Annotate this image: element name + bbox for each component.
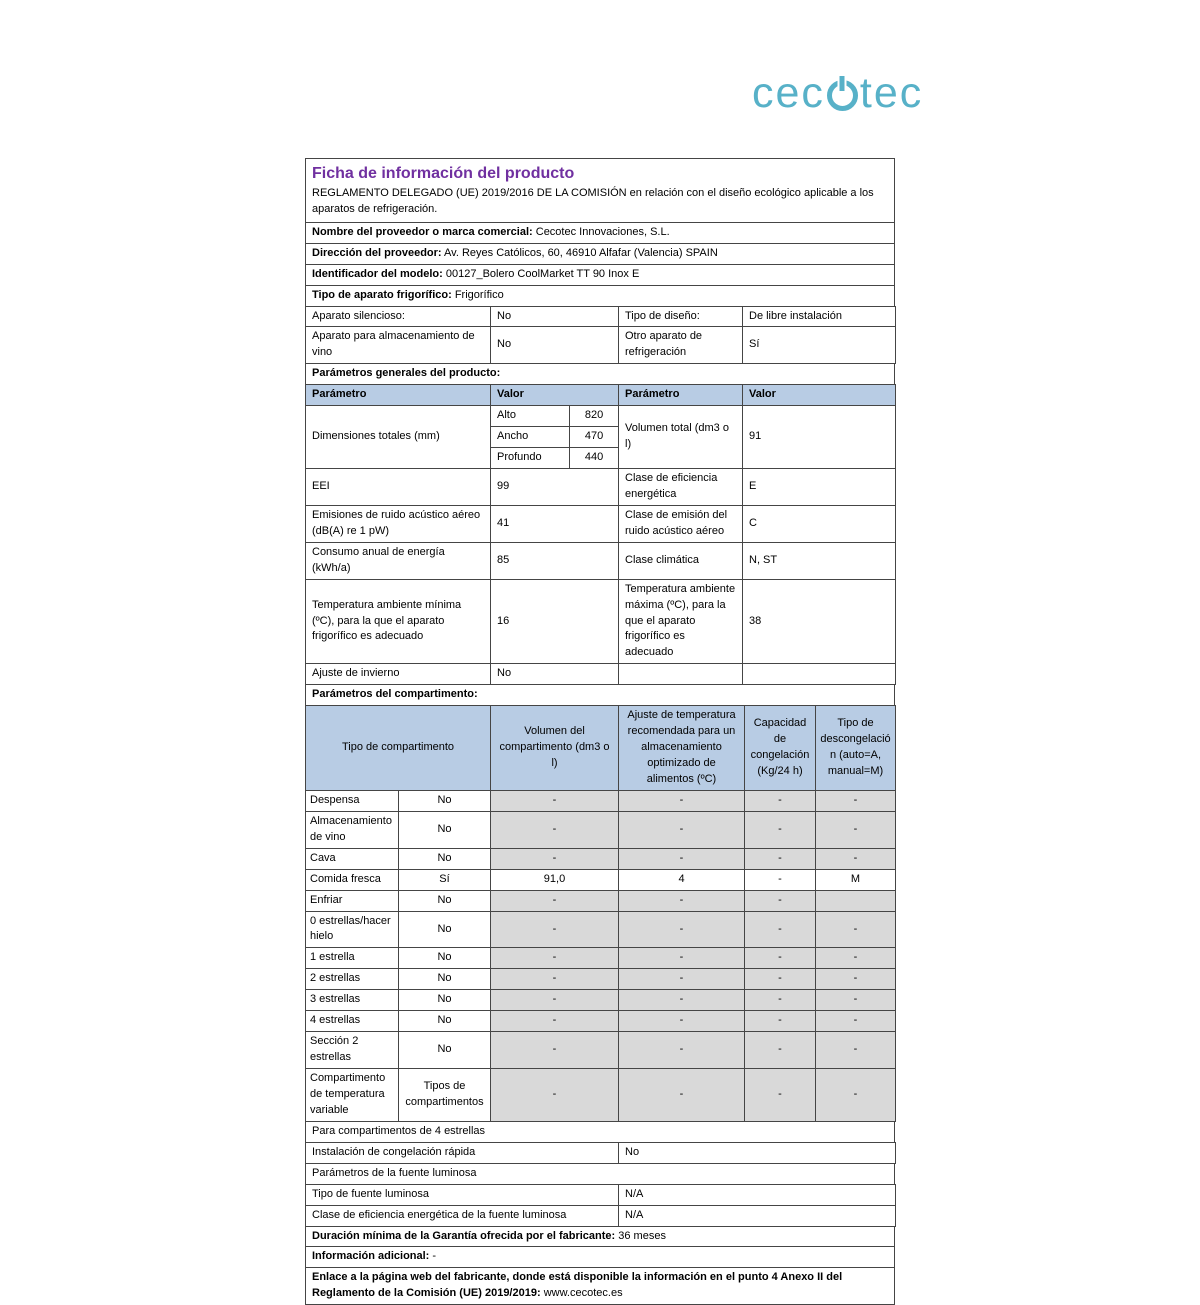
energy-consumption-row bbox=[306, 542, 896, 579]
general-header-param1: Parámetro bbox=[306, 385, 491, 406]
noise-value: 41 bbox=[491, 505, 619, 542]
supplier-label: Nombre del proveedor o marca comercial: bbox=[312, 225, 533, 238]
compartment-defrost: - bbox=[816, 990, 896, 1011]
compartment-capacity: - bbox=[745, 848, 816, 869]
page-title: Ficha de información del producto bbox=[312, 165, 575, 182]
wine-label: Aparato para almacenamiento de vino bbox=[306, 327, 491, 364]
climate-class-value: N, ST bbox=[743, 542, 896, 579]
compartment-row-2-estrellas bbox=[306, 969, 896, 990]
fast-freeze-label: Instalación de congelación rápida bbox=[306, 1142, 619, 1163]
light-section-row bbox=[305, 1163, 895, 1185]
compartment-present: No bbox=[399, 1032, 491, 1069]
compartment-defrost: M bbox=[816, 869, 896, 890]
dimensions-subtable bbox=[491, 406, 618, 468]
wine-value: No bbox=[491, 327, 619, 364]
compartment-capacity-header: Capacidad de congelación (Kg/24 h) bbox=[745, 706, 816, 791]
compartment-name: 4 estrellas bbox=[306, 1011, 399, 1032]
compartment-row-0-estrellas bbox=[306, 911, 896, 948]
compartment-row-1-estrella bbox=[306, 948, 896, 969]
eei-value: 99 bbox=[491, 469, 619, 506]
winter-label: Ajuste de invierno bbox=[306, 664, 491, 685]
compartment-volume-header: Volumen del compartimento (dm3 o l) bbox=[491, 706, 619, 791]
compartment-defrost-header: Tipo de descongelación (auto=A, manual=M) bbox=[816, 706, 896, 791]
logo-text-right: tec bbox=[859, 69, 924, 117]
compartment-name: Comida fresca bbox=[306, 869, 399, 890]
general-section-title bbox=[305, 363, 895, 385]
fast-freeze-row bbox=[306, 1142, 896, 1163]
energy-class-label: Clase de eficiencia energética bbox=[619, 469, 743, 506]
compartment-name: Compartimento de temperatura variable bbox=[306, 1069, 399, 1122]
other-appliance-value: Sí bbox=[743, 327, 896, 364]
compartment-temp: - bbox=[619, 1069, 745, 1122]
regulation-subtitle: REGLAMENTO DELEGADO (UE) 2019/2016 DE LA COMISIÓN en relación con el diseño ecológico aplicable a los aparatos de refrigeración. bbox=[312, 186, 874, 216]
noise-class-value: C bbox=[743, 505, 896, 542]
compartment-present: No bbox=[399, 790, 491, 811]
compartment-present: No bbox=[399, 911, 491, 948]
compartment-present: No bbox=[399, 811, 491, 848]
warranty-value: 36 meses bbox=[618, 1229, 666, 1242]
dimensions-label: Dimensiones totales (mm) bbox=[306, 406, 491, 469]
compartment-present: No bbox=[399, 848, 491, 869]
compartment-temp: - bbox=[619, 848, 745, 869]
compartment-defrost: - bbox=[816, 948, 896, 969]
compartment-temp: - bbox=[619, 969, 745, 990]
max-temp-value: 38 bbox=[743, 579, 896, 664]
light-type-row bbox=[306, 1184, 896, 1205]
compartment-temp: - bbox=[619, 911, 745, 948]
min-temp-label: Temperatura ambiente mínima (ºC), para la que el aparato frigorífico es adecuado bbox=[306, 579, 491, 664]
general-header-row bbox=[306, 385, 896, 406]
compartment-volume: - bbox=[491, 890, 619, 911]
four-star-note-row bbox=[305, 1121, 895, 1143]
compartment-row-comida-fresca bbox=[306, 869, 896, 890]
compartment-capacity: - bbox=[745, 948, 816, 969]
compartment-capacity: - bbox=[745, 969, 816, 990]
compartment-capacity: - bbox=[745, 1011, 816, 1032]
dim-width-label: Ancho bbox=[491, 427, 570, 448]
fast-freeze-table bbox=[305, 1142, 896, 1164]
compartment-defrost: - bbox=[816, 848, 896, 869]
compartment-temp: - bbox=[619, 790, 745, 811]
compartment-row-4-estrellas bbox=[306, 1011, 896, 1032]
silent-value: No bbox=[491, 306, 619, 327]
compartment-temp-header: Ajuste de temperatura recomendada para un almacenamiento optimizado de alimentos (ºC) bbox=[619, 706, 745, 791]
dim-height-value: 820 bbox=[570, 406, 618, 426]
model-label: Identificador del modelo: bbox=[312, 267, 443, 280]
cecotec-logo bbox=[752, 69, 924, 117]
dim-height-label: Alto bbox=[491, 406, 570, 426]
warranty-row bbox=[306, 1226, 895, 1247]
appliance-type-value: Frigorífico bbox=[454, 288, 504, 301]
compartment-volume: - bbox=[491, 848, 619, 869]
compartment-defrost: - bbox=[816, 969, 896, 990]
light-params-table bbox=[305, 1184, 896, 1227]
website-link-url: www.cecotec.es bbox=[543, 1287, 623, 1300]
compartment-defrost: - bbox=[816, 1032, 896, 1069]
address-row bbox=[306, 243, 895, 264]
compartment-row-cava bbox=[306, 848, 896, 869]
address-label: Dirección del proveedor: bbox=[312, 246, 442, 259]
wine-other-row bbox=[306, 327, 896, 364]
max-temp-label: Temperatura ambiente máxima (ºC), para la que el aparato frigorífico es adecuado bbox=[619, 579, 743, 664]
compartment-volume: - bbox=[491, 1032, 619, 1069]
winter-empty1 bbox=[619, 664, 743, 685]
compartment-temp: - bbox=[619, 811, 745, 848]
compartment-name: Sección 2 estrellas bbox=[306, 1032, 399, 1069]
compartment-volume: - bbox=[491, 969, 619, 990]
compartment-row-enfriar bbox=[306, 890, 896, 911]
consumption-value: 85 bbox=[491, 542, 619, 579]
winter-setting-row bbox=[306, 664, 896, 685]
address-value: Av. Reyes Católicos, 60, 46910 Alfafar (Valencia) SPAIN bbox=[444, 246, 718, 259]
compartment-temp: - bbox=[619, 890, 745, 911]
additional-info-row bbox=[306, 1247, 895, 1268]
compartment-defrost: - bbox=[816, 1069, 896, 1122]
four-star-note: Para compartimentos de 4 estrellas bbox=[306, 1121, 895, 1142]
compartment-capacity: - bbox=[745, 1069, 816, 1122]
compartment-table bbox=[305, 705, 896, 1122]
model-value: 00127_Bolero CoolMarket TT 90 Inox E bbox=[445, 267, 640, 280]
noise-row bbox=[306, 505, 896, 542]
compartment-present: Sí bbox=[399, 869, 491, 890]
climate-class-label: Clase climática bbox=[619, 542, 743, 579]
silent-label: Aparato silencioso: bbox=[306, 306, 491, 327]
compartment-present: No bbox=[399, 1011, 491, 1032]
dim-width-value: 470 bbox=[570, 427, 618, 448]
compartment-defrost: - bbox=[816, 1011, 896, 1032]
model-row bbox=[306, 264, 895, 285]
compartment-row-temperatura-variable bbox=[306, 1069, 896, 1122]
noise-class-label: Clase de emisión del ruido acústico aéreo bbox=[619, 505, 743, 542]
general-header-value2: Valor bbox=[743, 385, 896, 406]
power-icon bbox=[827, 80, 858, 111]
compartment-capacity: - bbox=[745, 990, 816, 1011]
supplier-info bbox=[305, 222, 895, 307]
compartment-temp: - bbox=[619, 990, 745, 1011]
compartment-capacity: - bbox=[745, 890, 816, 911]
other-appliance-label: Otro aparato de refrigeración bbox=[619, 327, 743, 364]
compartment-present: No bbox=[399, 890, 491, 911]
compartment-temp: 4 bbox=[619, 869, 745, 890]
additional-info-value: - bbox=[432, 1250, 437, 1263]
dim-depth-label: Profundo bbox=[491, 448, 570, 468]
compartment-name: Enfriar bbox=[306, 890, 399, 911]
light-class-row bbox=[306, 1205, 896, 1226]
general-parameters-table bbox=[305, 384, 896, 685]
compartment-volume: - bbox=[491, 1069, 619, 1122]
total-volume-value: 91 bbox=[743, 406, 896, 469]
compartment-defrost: - bbox=[816, 911, 896, 948]
compartment-volume: - bbox=[491, 990, 619, 1011]
appliance-type-row bbox=[306, 285, 895, 306]
general-header-param2: Parámetro bbox=[619, 385, 743, 406]
compartment-temp: - bbox=[619, 1011, 745, 1032]
compartment-row-seccion-2-estrellas bbox=[306, 1032, 896, 1069]
consumption-label: Consumo anual de energía (kWh/a) bbox=[306, 542, 491, 579]
compartment-volume: - bbox=[491, 1011, 619, 1032]
compartment-name: Cava bbox=[306, 848, 399, 869]
final-rows bbox=[305, 1226, 895, 1305]
compartment-capacity: - bbox=[745, 811, 816, 848]
design-value: De libre instalación bbox=[743, 306, 896, 327]
compartment-row-despensa bbox=[306, 790, 896, 811]
fast-freeze-value: No bbox=[619, 1142, 896, 1163]
compartment-capacity: - bbox=[745, 869, 816, 890]
compartment-volume: - bbox=[491, 811, 619, 848]
compartment-name: 1 estrella bbox=[306, 948, 399, 969]
compartment-header-row bbox=[306, 706, 896, 791]
quick-attributes bbox=[305, 306, 896, 365]
light-section-label: Parámetros de la fuente luminosa bbox=[306, 1163, 895, 1184]
compartment-defrost: - bbox=[816, 811, 896, 848]
noise-label: Emisiones de ruido acústico aéreo (dB(A) re 1 pW) bbox=[306, 505, 491, 542]
title-block bbox=[305, 158, 895, 223]
compartment-section-title bbox=[305, 684, 895, 706]
dimensions-row bbox=[306, 406, 896, 469]
general-header-value1: Valor bbox=[491, 385, 619, 406]
compartment-type-header: Tipo de compartimento bbox=[306, 706, 491, 791]
compartment-volume: - bbox=[491, 911, 619, 948]
website-link-label: Enlace a la página web del fabricante, donde está disponible la información en el punto 4 Anexo II del Reglamento de la Comisión (UE) 2019/2019: bbox=[312, 1271, 843, 1300]
light-type-label: Tipo de fuente luminosa bbox=[306, 1184, 619, 1205]
light-type-value: N/A bbox=[619, 1184, 896, 1205]
eei-label: EEI bbox=[306, 469, 491, 506]
winter-value: No bbox=[491, 664, 619, 685]
compartment-row-vino bbox=[306, 811, 896, 848]
warranty-label: Duración mínima de la Garantía ofrecida por el fabricante: bbox=[312, 1229, 616, 1242]
compartment-volume: - bbox=[491, 790, 619, 811]
compartment-present: No bbox=[399, 969, 491, 990]
logo-text-left: cec bbox=[752, 69, 825, 117]
compartment-volume: 91,0 bbox=[491, 869, 619, 890]
compartment-defrost: - bbox=[816, 790, 896, 811]
compartment-section-label: Parámetros del compartimento: bbox=[306, 685, 895, 706]
product-information-sheet bbox=[305, 158, 895, 1305]
energy-class-value: E bbox=[743, 469, 896, 506]
website-link-row bbox=[306, 1268, 895, 1305]
compartment-present: Tipos de compartimentos bbox=[399, 1069, 491, 1122]
silent-design-row bbox=[306, 306, 896, 327]
compartment-temp: - bbox=[619, 1032, 745, 1069]
light-class-value: N/A bbox=[619, 1205, 896, 1226]
compartment-present: No bbox=[399, 948, 491, 969]
design-label: Tipo de diseño: bbox=[619, 306, 743, 327]
min-temp-value: 16 bbox=[491, 579, 619, 664]
compartment-volume: - bbox=[491, 948, 619, 969]
compartment-name: 3 estrellas bbox=[306, 990, 399, 1011]
compartment-capacity: - bbox=[745, 1032, 816, 1069]
dim-depth-value: 440 bbox=[584, 451, 604, 464]
additional-info-label: Información adicional: bbox=[312, 1250, 430, 1263]
compartment-capacity: - bbox=[745, 911, 816, 948]
light-class-label: Clase de eficiencia energética de la fuente luminosa bbox=[306, 1205, 619, 1226]
compartment-name: Almacenamiento de vino bbox=[306, 811, 399, 848]
appliance-type-label: Tipo de aparato frigorífico: bbox=[312, 288, 452, 301]
winter-empty2 bbox=[743, 664, 896, 685]
total-volume-label: Volumen total (dm3 o l) bbox=[619, 406, 743, 469]
compartment-name: 0 estrellas/hacer hielo bbox=[306, 911, 399, 948]
supplier-value: Cecotec Innovaciones, S.L. bbox=[535, 225, 670, 238]
compartment-temp: - bbox=[619, 948, 745, 969]
compartment-present: No bbox=[399, 990, 491, 1011]
ambient-temperature-row bbox=[306, 579, 896, 664]
compartment-row-3-estrellas bbox=[306, 990, 896, 1011]
compartment-name: 2 estrellas bbox=[306, 969, 399, 990]
compartment-defrost bbox=[816, 890, 896, 911]
eei-row bbox=[306, 469, 896, 506]
compartment-capacity: - bbox=[745, 790, 816, 811]
general-section-label: Parámetros generales del producto: bbox=[306, 364, 895, 385]
compartment-name: Despensa bbox=[306, 790, 399, 811]
supplier-row bbox=[306, 222, 895, 243]
